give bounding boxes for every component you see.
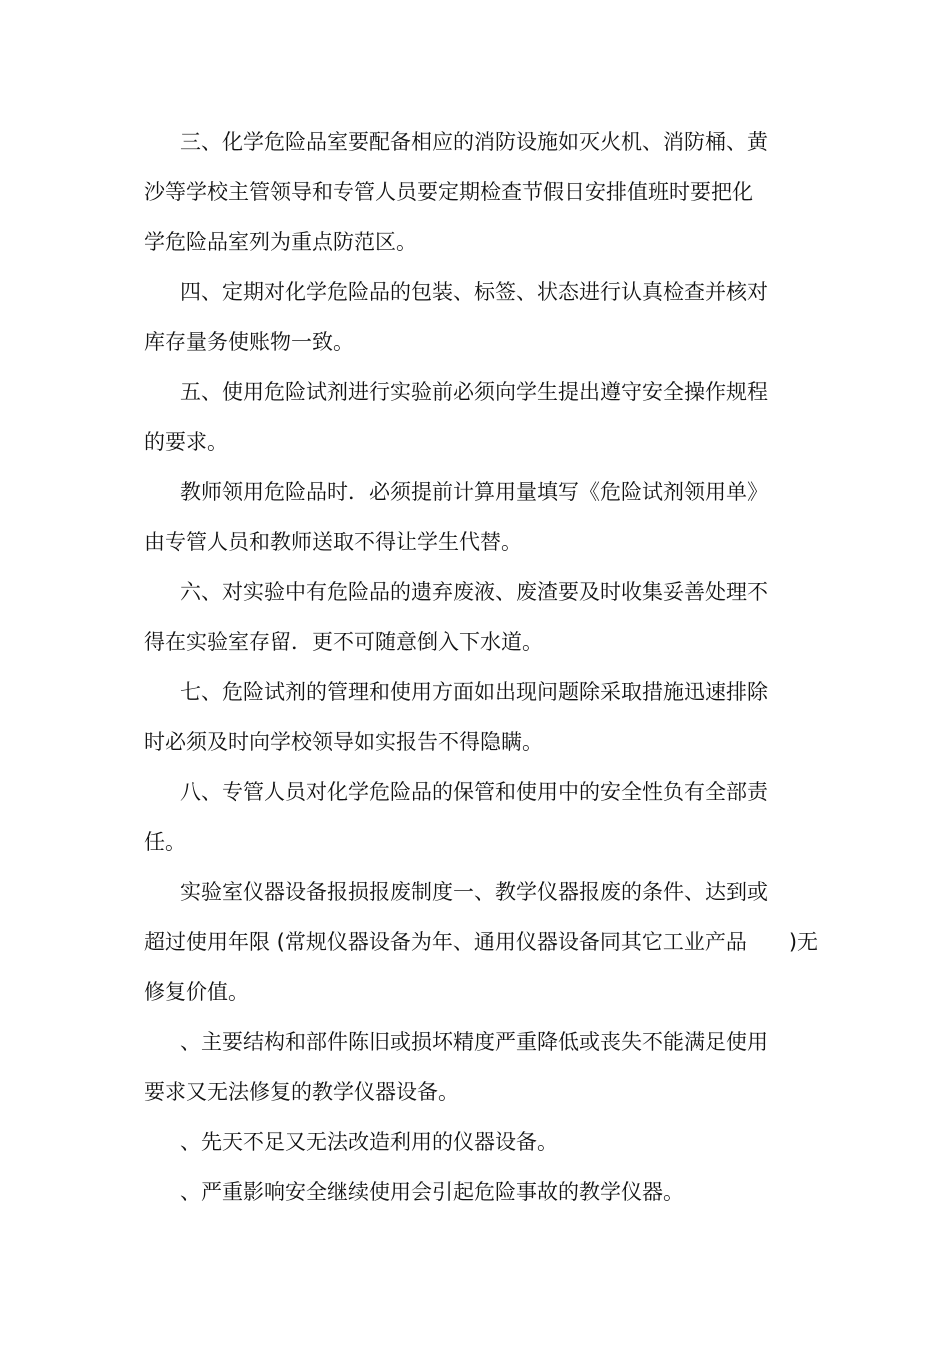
paragraph-scrap-line-2: 超过使用年限 (常规仪器设备为年、通用仪器设备同其它工业产品 )无	[144, 930, 819, 954]
paragraph-7-line-2: 时必须及时向学校领导如实报告不得隐瞒。	[144, 730, 543, 754]
paragraph-5-line-1: 五、使用危险试剂进行实验前必须向学生提出遵守安全操作规程	[180, 380, 768, 404]
item-structure-line-2: 要求又无法修复的教学仪器设备。	[144, 1080, 459, 1104]
paragraph-scrap-line-3: 修复价值。	[144, 980, 249, 1004]
paragraph-4-line-1: 四、定期对化学危险品的包装、标签、状态进行认真检查并核对	[180, 280, 768, 304]
paragraph-teacher-line-2: 由专管人员和教师送取不得让学生代替。	[144, 530, 522, 554]
paragraph-6-line-2: 得在实验室存留．更不可随意倒入下水道。	[144, 630, 543, 654]
paragraph-teacher-line-1: 教师领用危险品时．必须提前计算用量填写《危险试剂领用单》	[180, 480, 768, 504]
paragraph-scrap-line-1: 实验室仪器设备报损报废制度一、教学仪器报废的条件、达到或	[180, 880, 768, 904]
paragraph-4-line-2: 库存量务使账物一致。	[144, 330, 354, 354]
item-safety-line-1: 、严重影响安全继续使用会引起危险事故的教学仪器。	[180, 1180, 684, 1204]
paragraph-7-line-1: 七、危险试剂的管理和使用方面如出现问题除采取措施迅速排除	[180, 680, 768, 704]
paragraph-3-line-3: 学危险品室列为重点防范区。	[144, 230, 417, 254]
item-congenital-line-1: 、先天不足又无法改造利用的仪器设备。	[180, 1130, 558, 1154]
paragraph-8-line-1: 八、专管人员对化学危险品的保管和使用中的安全性负有全部责	[180, 780, 768, 804]
paragraph-8-line-2: 任。	[144, 830, 186, 854]
item-structure-line-1: 、主要结构和部件陈旧或损坏精度严重降低或丧失不能满足使用	[180, 1030, 768, 1054]
paragraph-3-line-1: 三、化学危险品室要配备相应的消防设施如灭火机、消防桶、黄	[180, 130, 768, 154]
paragraph-3-line-2: 沙等学校主管领导和专管人员要定期检查节假日安排值班时要把化	[144, 180, 753, 204]
paragraph-5-line-2: 的要求。	[144, 430, 228, 454]
paragraph-6-line-1: 六、对实验中有危险品的遗弃废液、废渣要及时收集妥善处理不	[180, 580, 768, 604]
